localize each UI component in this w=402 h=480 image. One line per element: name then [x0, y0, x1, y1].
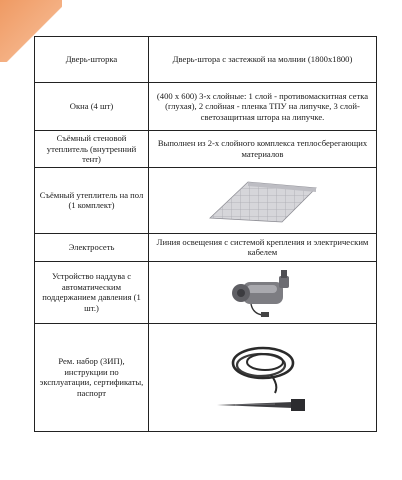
row-label: Съёмный стеновой утеплитель (внутренний тент)	[35, 131, 149, 168]
table-row	[35, 131, 377, 168]
row-image-cell	[149, 323, 377, 431]
row-label: Электросеть	[35, 233, 149, 261]
row-value: (400 х 600) 3-х слойные: 1 слой - противомаскитная сетка (глухая), 2 слойная - пленка ТПУ на липучке, 3 слой-светозащитная штора на липучке.	[149, 83, 377, 131]
row-label: Дверь-шторка	[35, 37, 149, 83]
table-row	[35, 37, 377, 83]
row-value: Выполнен из 2-х слойного комплекса теплосберегающих материалов	[149, 131, 377, 168]
tent-stake-photo	[215, 395, 311, 415]
table-row	[35, 261, 377, 323]
row-image-cell	[149, 167, 377, 233]
table-row	[35, 83, 377, 131]
row-label: Устройство наддува с автоматическим поддержанием давления (1 шт.)	[35, 261, 149, 323]
floor-insulation-photo	[204, 174, 322, 226]
repair-kit-cable-photo	[221, 339, 305, 395]
table-row	[35, 323, 377, 431]
blower-device-photo	[221, 266, 305, 318]
table-row	[35, 233, 377, 261]
row-value: Дверь-штора с застежкой на молнии (1800х1800)	[149, 37, 377, 83]
row-label: Съёмный утеплитель на пол (1 комплект)	[35, 167, 149, 233]
row-value: Линия освещения с системой крепления и электрическим кабелем	[149, 233, 377, 261]
row-image-cell	[149, 261, 377, 323]
spec-table	[34, 36, 377, 432]
row-label: Окна (4 шт)	[35, 83, 149, 131]
table-row	[35, 167, 377, 233]
row-label: Рем. набор (ЗИП), инструкции по эксплуатации, сертификаты, паспорт	[35, 323, 149, 431]
